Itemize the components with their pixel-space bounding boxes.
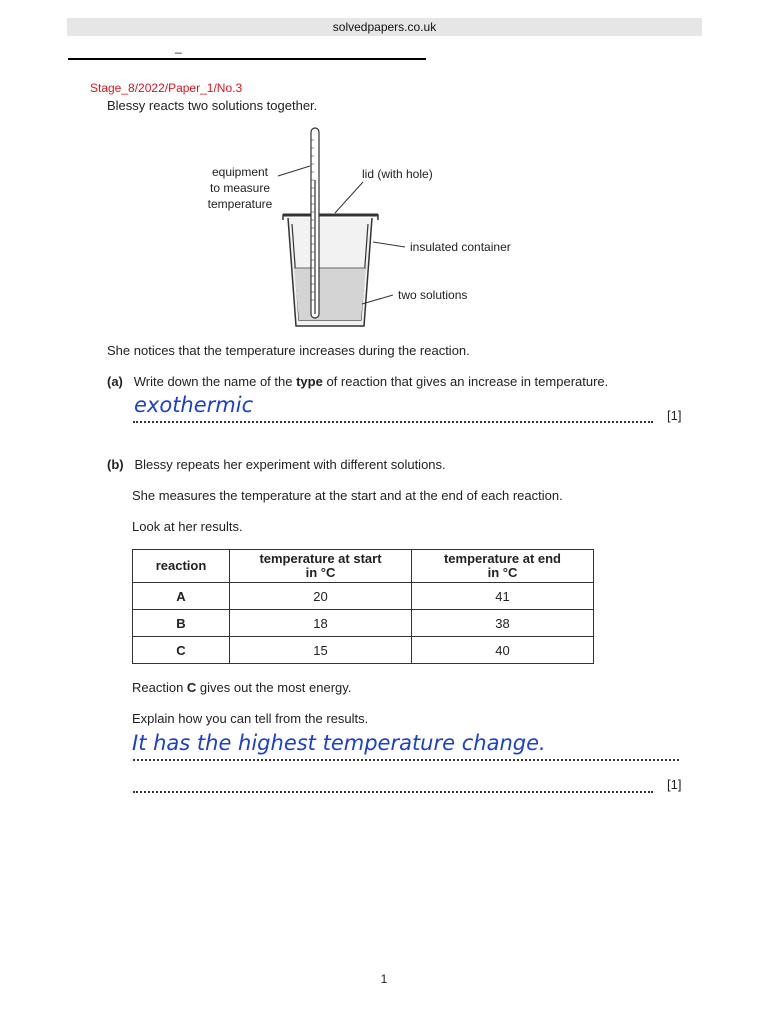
- site-name: solvedpapers.co.uk: [332, 20, 437, 34]
- part-a-question: (a) Write down the name of the type of reaction that gives an increase in temperature.: [107, 374, 609, 389]
- table-header-row: [133, 550, 594, 583]
- part-a-answer-line: [133, 421, 653, 423]
- table-row: [133, 637, 594, 664]
- part-a-handwritten-answer: exothermic: [134, 393, 254, 417]
- part-a-label: (a): [107, 374, 123, 389]
- cell-start: 15: [230, 637, 412, 664]
- header-rule: [68, 58, 426, 60]
- table-row: [133, 610, 594, 637]
- part-b-line3: Look at her results.: [132, 519, 243, 534]
- page-number: 1: [380, 972, 388, 986]
- intro-text: Blessy reacts two solutions together.: [107, 98, 318, 113]
- apparatus-diagram: [190, 120, 590, 335]
- header-temp-start: temperature at start in °C: [230, 550, 412, 583]
- part-b-answer-line-2: [133, 791, 653, 793]
- header-underscore: _: [175, 40, 182, 54]
- cell-start: 18: [230, 610, 412, 637]
- cell-end: 40: [412, 637, 594, 664]
- part-b-line2: She measures the temperature at the start and at the end of each reaction.: [132, 488, 563, 503]
- thermometer: [311, 128, 319, 318]
- cell-reaction: B: [133, 610, 230, 637]
- leader-lid: [335, 182, 363, 213]
- cell-start: 20: [230, 583, 412, 610]
- notice-text: She notices that the temperature increases during the reaction.: [107, 343, 470, 358]
- header-temp-end: temperature at end in °C: [412, 550, 594, 583]
- part-a-marks: [1]: [667, 408, 682, 423]
- cell-end: 38: [412, 610, 594, 637]
- label-equipment: equipment to measure temperature: [207, 165, 273, 211]
- label-solutions: two solutions: [398, 288, 468, 302]
- part-b-marks: [1]: [667, 777, 682, 792]
- site-header-bar: [67, 18, 702, 36]
- table-row: [133, 583, 594, 610]
- leader-container: [373, 242, 405, 247]
- part-b-line1: (b) Blessy repeats her experiment with different solutions.: [107, 457, 446, 472]
- label-lid: lid (with hole): [362, 167, 433, 181]
- part-b-label: (b): [107, 457, 124, 472]
- solution-liquid: [294, 268, 366, 320]
- question-reference: Stage_8/2022/Paper_1/No.3: [90, 81, 243, 95]
- cell-reaction: C: [133, 637, 230, 664]
- part-b-handwritten-answer: It has the highest temperature change.: [132, 731, 546, 755]
- part-b-statement: Reaction C gives out the most energy.: [132, 680, 352, 695]
- label-container: insulated container: [410, 240, 511, 254]
- part-b-answer-line-1: [133, 759, 679, 761]
- part-b-explain: Explain how you can tell from the results.: [132, 711, 369, 726]
- cell-reaction: A: [133, 583, 230, 610]
- results-table: [132, 549, 594, 664]
- header-reaction: reaction: [133, 550, 230, 583]
- cell-end: 41: [412, 583, 594, 610]
